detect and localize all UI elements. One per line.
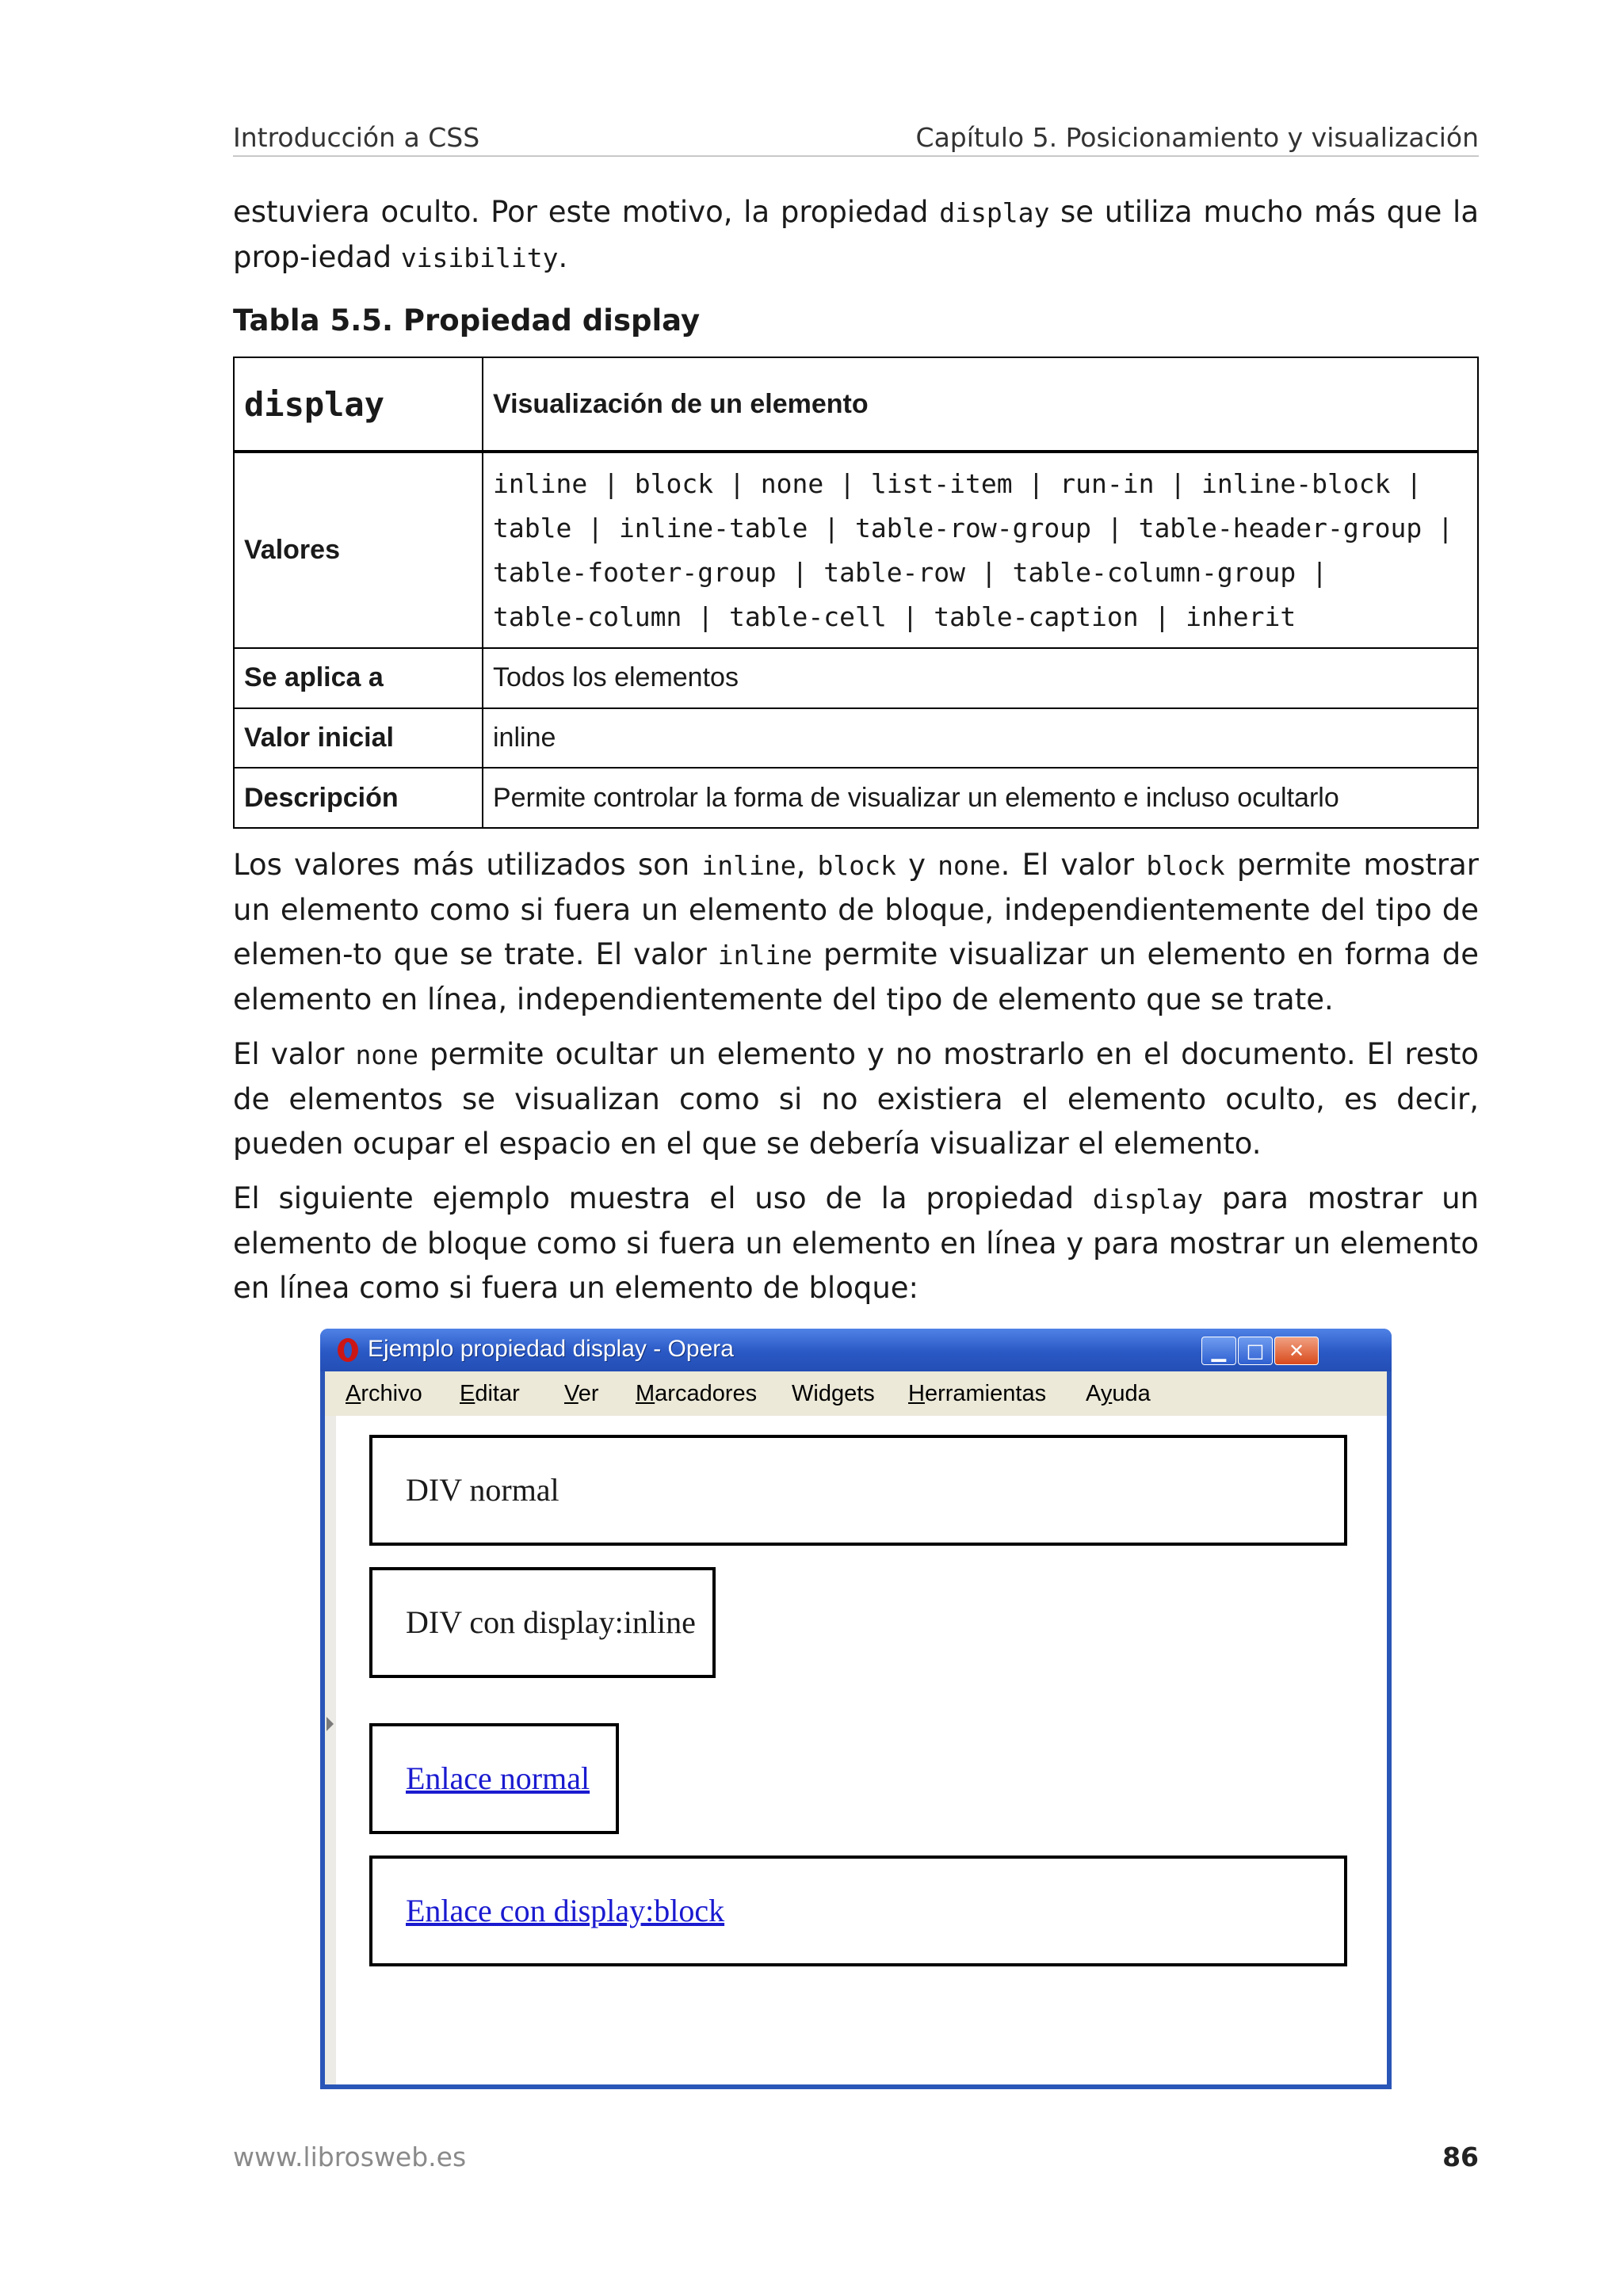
values-line: table-column | table-cell | table-caption | inherit	[493, 601, 1296, 632]
footer-url: www.librosweb.es	[233, 2142, 467, 2172]
menu-marcadores[interactable]	[636, 1381, 757, 1407]
p1-text: y	[896, 848, 938, 882]
opera-logo-icon	[338, 1338, 358, 1362]
menu-mnemonic: V	[564, 1381, 579, 1406]
row-value-applies-to: Todos los elementos	[483, 648, 1478, 708]
menu-mnemonic: E	[460, 1381, 475, 1406]
code-block: block	[1146, 850, 1225, 881]
code-inline: inline	[701, 850, 796, 881]
row-label-values: Valores	[234, 452, 483, 648]
menu-ver[interactable]	[564, 1381, 599, 1407]
menu-label: ets	[844, 1381, 875, 1406]
link-normal[interactable]: Enlace normal	[406, 1760, 590, 1796]
code-block: block	[817, 850, 896, 881]
browser-viewport	[325, 1416, 1387, 2084]
menu-ayuda[interactable]	[1086, 1381, 1151, 1407]
menu-label: ditar	[475, 1381, 520, 1406]
menu-mnemonic: g	[831, 1381, 845, 1406]
menu-label: Wid	[792, 1381, 831, 1406]
row-label-description: Descripción	[234, 768, 483, 828]
link-block-box	[369, 1855, 1347, 1966]
table-caption: Tabla 5.5. Propiedad display	[233, 303, 701, 338]
panel-toggle-arrow-icon[interactable]	[327, 1717, 334, 1731]
menu-widgets[interactable]	[792, 1381, 875, 1407]
p1-text: Los valores más utilizados son	[233, 848, 702, 882]
paragraph-example-intro	[233, 1177, 1479, 1310]
row-label-applies-to: Se aplica a	[234, 648, 483, 708]
menu-editar[interactable]	[460, 1381, 520, 1407]
link-normal-box	[369, 1723, 619, 1834]
p1-text: permite mostrar un elemento como si fuera un elemento de bloque, independientemente del tipo de elemen-to que se trate. El valor	[233, 848, 1479, 971]
minimize-button[interactable]: ▁	[1201, 1337, 1236, 1365]
page-number: 86	[1442, 2142, 1479, 2172]
menu-label: rchivo	[361, 1381, 422, 1406]
intro-text: estuviera oculto. Por este motivo, la propiedad	[233, 195, 940, 229]
link-block[interactable]: Enlace con display:block	[406, 1893, 725, 1928]
menu-label: erramientas	[924, 1381, 1047, 1406]
panel-edge[interactable]	[325, 1416, 336, 2084]
row-label-initial-value: Valor inicial	[234, 708, 483, 769]
property-table	[233, 357, 1479, 829]
browser-window-figure	[320, 1329, 1392, 2089]
p1-text: permite visualizar un elemento en forma de elemento en línea, independientemente del tipo de elemento que se trate.	[233, 937, 1479, 1016]
values-line: inline | block | none | list-item | run-in | inline-block |	[493, 467, 1423, 499]
running-header	[233, 119, 1479, 157]
intro-text: se utiliza mucho más que la prop-iedad	[233, 195, 1479, 274]
menu-label: A	[1086, 1381, 1101, 1406]
menu-archivo[interactable]	[346, 1381, 422, 1407]
code-none: none	[938, 850, 1001, 881]
property-name: display	[234, 357, 483, 452]
window-title: Ejemplo propiedad display - Opera	[368, 1336, 734, 1362]
code-none: none	[355, 1039, 419, 1070]
menu-mnemonic: H	[908, 1381, 925, 1406]
menu-label: uda	[1112, 1381, 1151, 1406]
window-titlebar[interactable]	[320, 1329, 1392, 1371]
paragraph-common-values	[233, 843, 1479, 1022]
menu-label: arcadores	[655, 1381, 758, 1406]
code-inline: inline	[717, 940, 812, 971]
intro-text: .	[558, 240, 568, 274]
p1-text: ,	[796, 848, 818, 882]
code-display: display	[1092, 1184, 1203, 1215]
code-display: display	[939, 197, 1050, 228]
header-chapter-title: Capítulo 5. Posicionamiento y visualización	[915, 122, 1479, 153]
row-value-initial-value: inline	[483, 708, 1478, 769]
p2-text: permite ocultar un elemento y no mostrarlo en el documento. El resto de elementos se visualizan como si no existiera el elemento oculto, es decir, pueden ocupar el espacio en el que se debería visualizar el elemento.	[233, 1037, 1479, 1161]
row-value-description: Permite controlar la forma de visualizar un elemento e incluso ocultarlo	[483, 768, 1478, 828]
p3-text: para mostrar un elemento de bloque como si fuera un elemento en línea y para mostrar un elemento en línea como si fuera un elemento de bloque:	[233, 1181, 1479, 1305]
values-line: table | inline-table | table-row-group | table-header-group |	[493, 512, 1453, 543]
menu-mnemonic: M	[636, 1381, 655, 1406]
menu-label: er	[578, 1381, 599, 1406]
p2-text: El valor	[233, 1037, 356, 1071]
code-visibility: visibility	[400, 242, 559, 273]
values-line: table-footer-group | table-row | table-column-group |	[493, 556, 1327, 588]
div-normal-box: DIV normal	[369, 1435, 1347, 1546]
intro-paragraph	[233, 190, 1479, 280]
header-book-title: Introducción a CSS	[233, 122, 480, 153]
p3-text: El siguiente ejemplo muestra el uso de la propiedad	[233, 1181, 1093, 1215]
menu-mnemonic: A	[346, 1381, 361, 1406]
paragraph-none-value	[233, 1032, 1479, 1166]
div-inline-box: DIV con display:inline	[369, 1567, 716, 1678]
menu-herramientas[interactable]	[908, 1381, 1046, 1407]
property-description: Visualización de un elemento	[483, 357, 1478, 452]
menu-bar	[325, 1371, 1387, 1416]
values-list	[483, 452, 1478, 648]
maximize-button[interactable]: □	[1238, 1337, 1273, 1365]
close-button[interactable]: ✕	[1274, 1337, 1319, 1365]
p1-text: . El valor	[1000, 848, 1147, 882]
menu-mnemonic: y	[1100, 1381, 1113, 1406]
